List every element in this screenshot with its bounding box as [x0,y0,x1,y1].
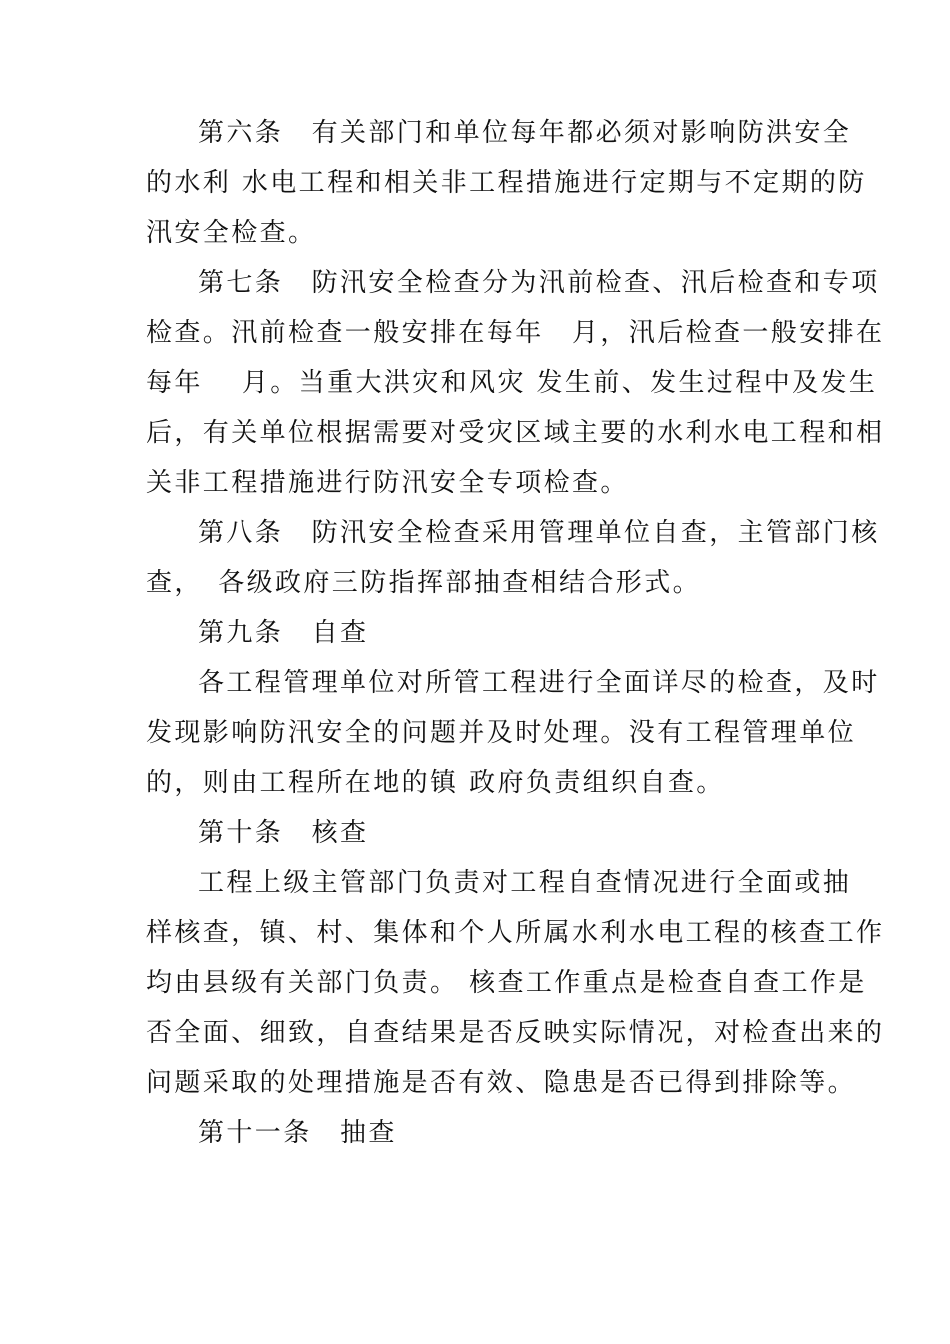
text-line: 均由县级有关部门负责。 核查工作重点是检查自查工作是 [146,968,867,998]
section-heading: 第十一条 抽查 [198,1118,397,1148]
text-line: 各工程管理单位对所管工程进行全面详尽的检查，及时 [198,668,880,698]
text-line: 汛安全检查。 [146,218,317,248]
text-line: 样核查，镇、村、集体和个人所属水利水电工程的核查工作 [146,918,885,948]
section-heading: 第十条 核查 [198,818,369,848]
text-line: 发现影响防汛安全的问题并及时处理。没有工程管理单位 [146,718,857,748]
text-line: 问题采取的处理措施是否有效、隐患是否已得到排除等。 [146,1068,857,1098]
text-line: 检查。汛前检查一般安排在每年 月，汛后检查一般安排在 [146,318,885,348]
text-line: 第七条 防汛安全检查分为汛前检查、汛后检查和专项 [198,268,880,298]
section-heading: 第九条 自查 [198,618,369,648]
text-line: 第八条 防汛安全检查采用管理单位自查，主管部门核 [198,518,880,548]
text-line: 每年 月。当重大洪灾和风灾 发生前、发生过程中及发生 [146,368,878,398]
text-line: 后，有关单位根据需要对受灾区域主要的水利水电工程和相 [146,418,885,448]
text-line: 第六条 有关部门和单位每年都必须对影响防洪安全 [198,118,852,148]
text-line: 查， 各级政府三防指挥部抽查相结合形式。 [146,568,702,598]
text-line: 的，则由工程所在地的镇 政府负责组织自查。 [146,768,725,798]
text-line: 工程上级主管部门负责对工程自查情况进行全面或抽 [198,868,852,898]
text-line: 关非工程措施进行防汛安全专项检查。 [146,468,629,498]
text-line: 否全面、细致，自查结果是否反映实际情况，对检查出来的 [146,1018,885,1048]
text-line: 的水利 水电工程和相关非工程措施进行定期与不定期的防 [146,168,867,198]
